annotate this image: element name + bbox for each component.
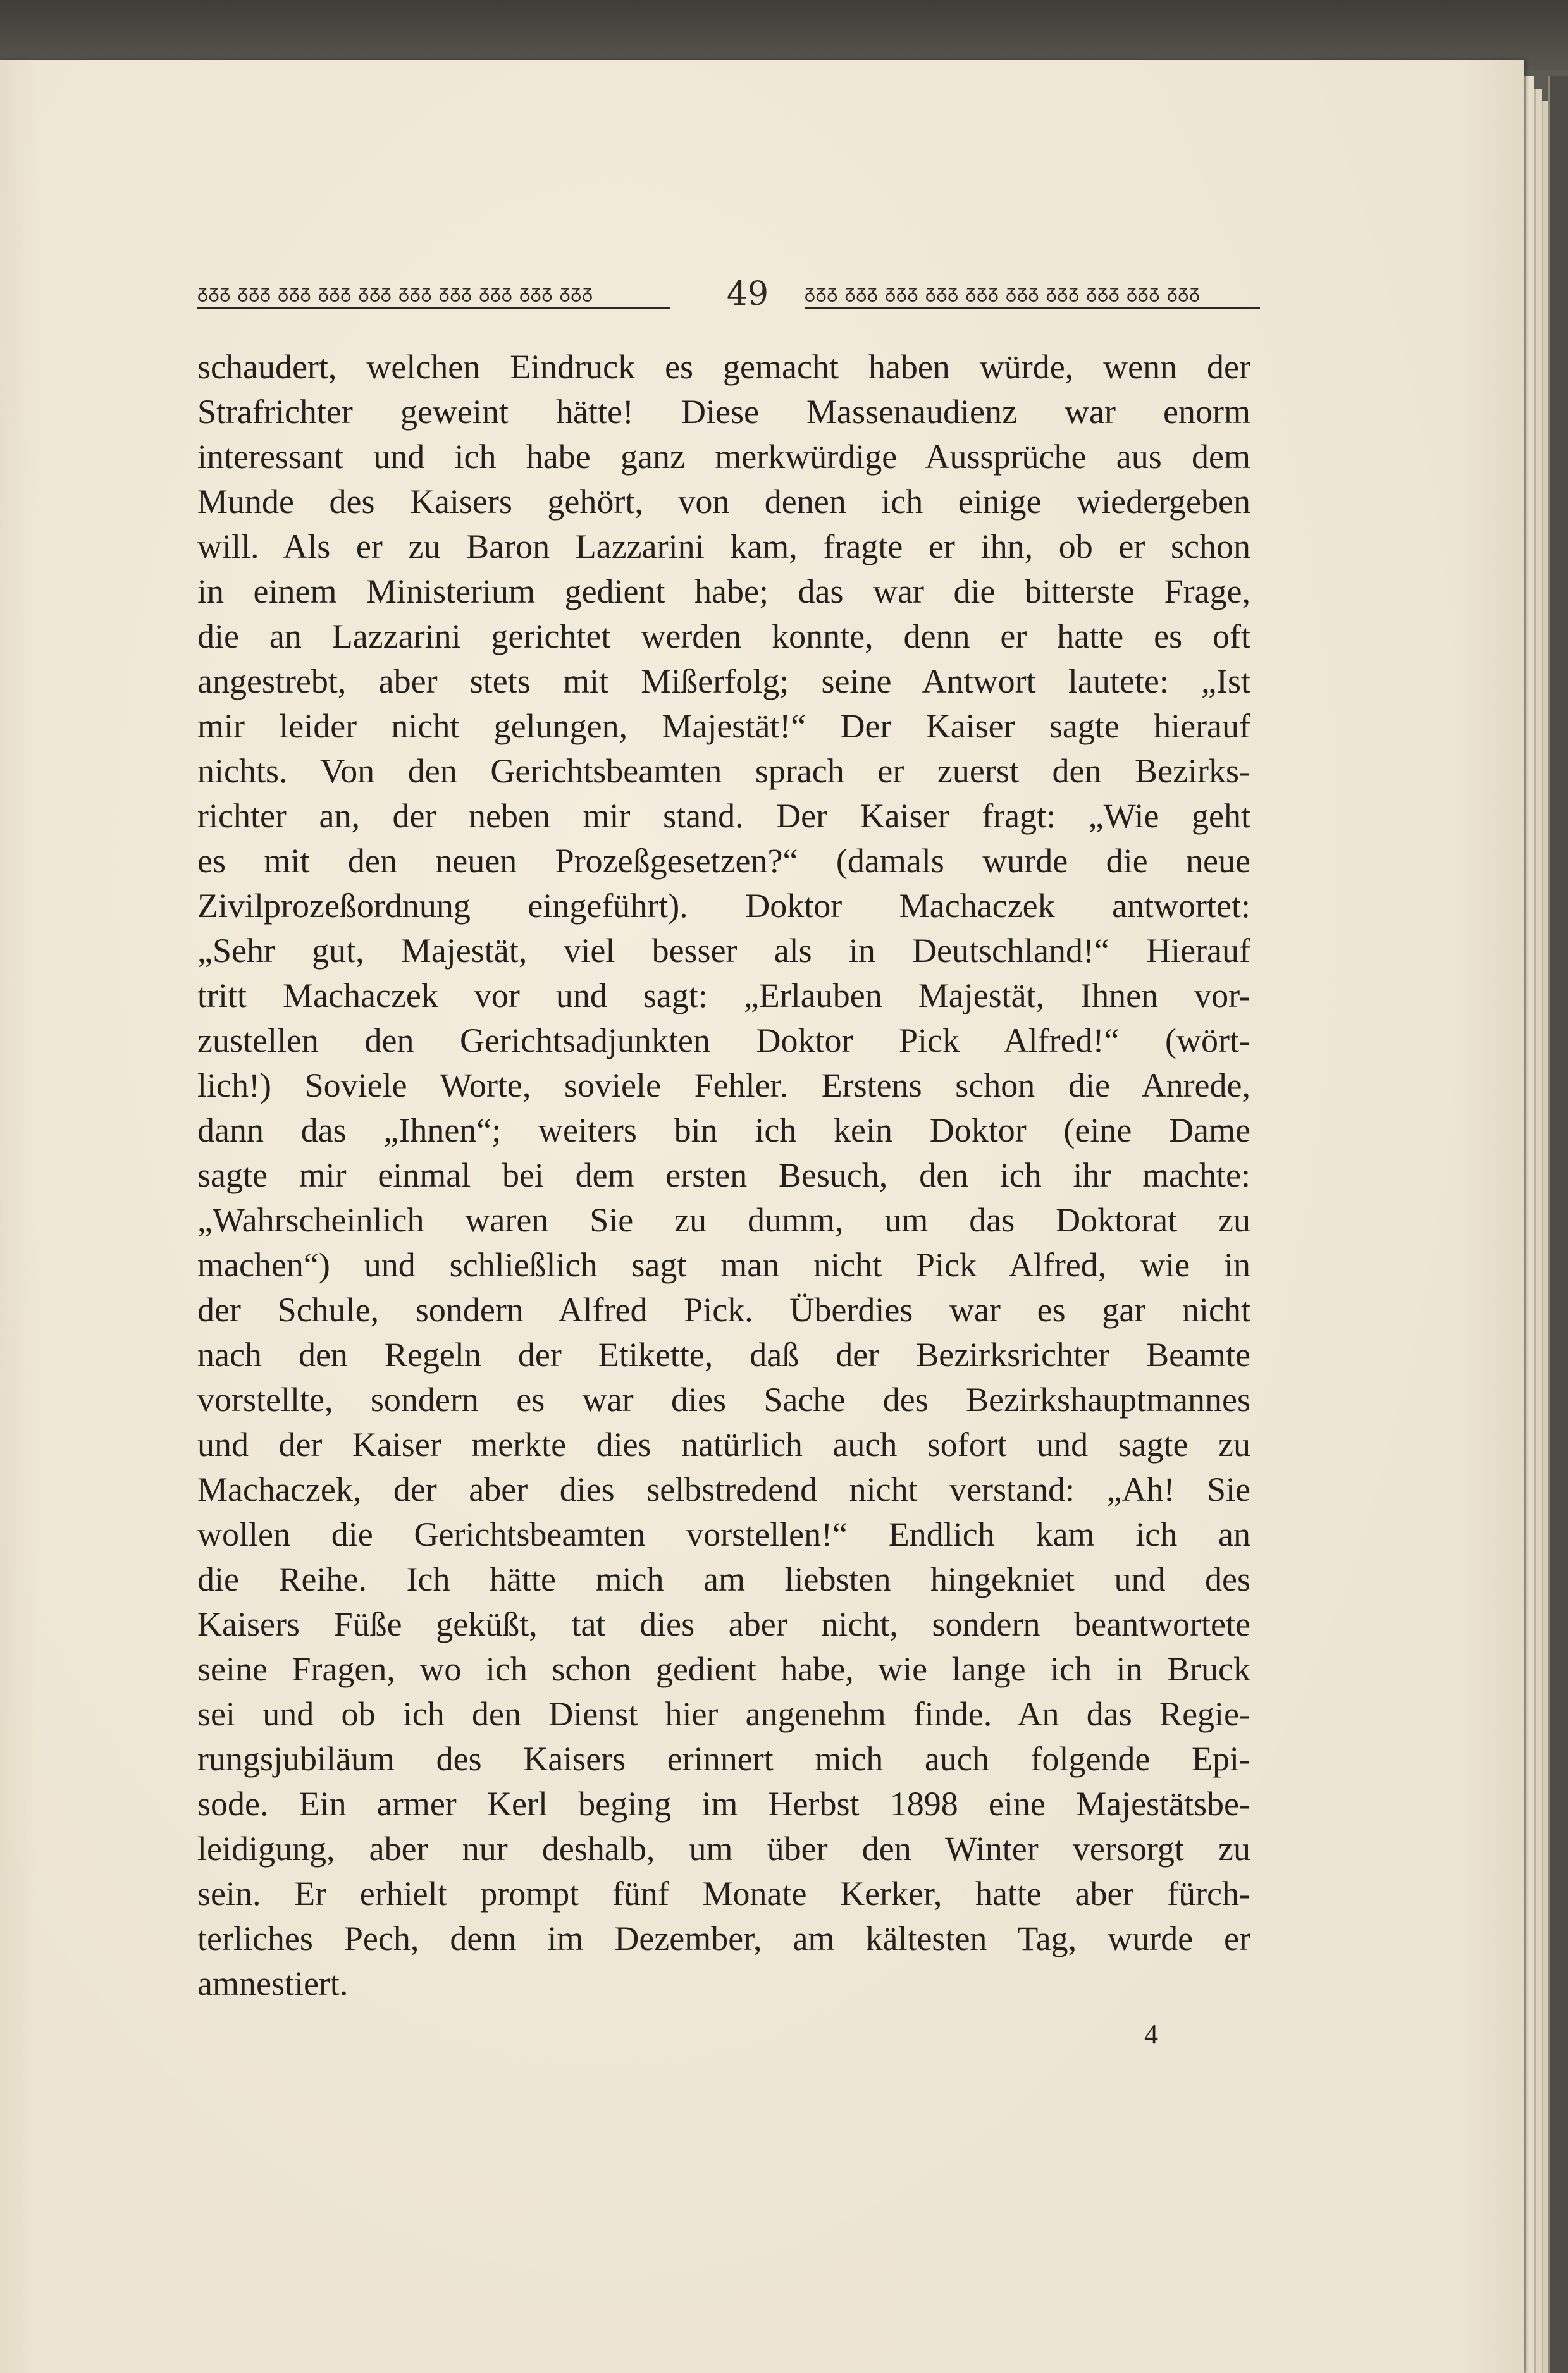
book-spine-edge	[1548, 76, 1568, 2373]
text-line: die an Lazzarini gerichtet werden konnte, denn er hatte es oft	[197, 617, 1250, 655]
text-line: Kaisers Füße geküßt, tat dies aber nicht, sondern beantwortete	[197, 1605, 1250, 1643]
text-line: wollen die Gerichtsbeamten vorstellen!“ Endlich kam ich an	[197, 1515, 1250, 1553]
body-text	[197, 345, 1250, 2006]
running-header	[197, 275, 1260, 313]
page-edge	[1534, 89, 1542, 2373]
text-line: nach den Regeln der Etikette, daß der Bezirksrichter Beamte	[197, 1336, 1250, 1374]
header-ornament-left: ᵹᵹᵹ ᵹᵹᵹ ᵹᵹᵹ ᵹᵹᵹ ᵹᵹᵹ ᵹᵹᵹ ᵹᵹᵹ ᵹᵹᵹ ᵹᵹᵹ ᵹᵹᵹ	[197, 281, 670, 309]
text-line: terliches Pech, denn im Dezember, am kältesten Tag, wurde er	[197, 1920, 1250, 1957]
text-line: amnestiert.	[197, 1964, 349, 2002]
text-line: in einem Ministerium gedient habe; das war die bitterste Frage,	[197, 572, 1250, 610]
text-line: lich!) Soviele Worte, soviele Fehler. Erstens schon die Anrede,	[197, 1066, 1250, 1104]
text-line: angestrebt, aber stets mit Mißerfolg; seine Antwort lautete: „Ist	[197, 662, 1250, 700]
text-line: Machaczek, der aber dies selbstredend nicht verstand: „Ah! Sie	[197, 1470, 1250, 1508]
scan-background	[0, 0, 1568, 70]
signature-mark: 4	[1144, 2019, 1158, 2050]
text-line: mir leider nicht gelungen, Majestät!“ Der Kaiser sagte hierauf	[197, 707, 1250, 745]
text-line: seine Fragen, wo ich schon gedient habe, wie lange ich in Bruck	[197, 1650, 1250, 1688]
text-line: nichts. Von den Gerichtsbeamten sprach er zuerst den Bezirks-	[197, 752, 1250, 790]
page-edge	[1524, 76, 1534, 2373]
text-line: leidigung, aber nur deshalb, um über den Winter versorgt zu	[197, 1830, 1250, 1868]
text-line: interessant und ich habe ganz merkwürdige Aussprüche aus dem	[197, 438, 1250, 476]
header-ornament-right: ᵹᵹᵹ ᵹᵹᵹ ᵹᵹᵹ ᵹᵹᵹ ᵹᵹᵹ ᵹᵹᵹ ᵹᵹᵹ ᵹᵹᵹ ᵹᵹᵹ ᵹᵹᵹ	[805, 281, 1260, 309]
text-line: richter an, der neben mir stand. Der Kaiser fragt: „Wie geht	[197, 797, 1250, 835]
text-line: und der Kaiser merkte dies natürlich auch sofort und sagte zu	[197, 1426, 1250, 1464]
text-line: sein. Er erhielt prompt fünf Monate Kerker, hatte aber fürch-	[197, 1875, 1250, 1913]
text-line: die Reihe. Ich hätte mich am liebsten hingekniet und des	[197, 1560, 1250, 1598]
text-line: zustellen den Gerichtsadjunkten Doktor Pick Alfred!“ (wört-	[197, 1021, 1250, 1059]
text-line: „Wahrscheinlich waren Sie zu dumm, um das Doktorat zu	[197, 1201, 1250, 1239]
text-line: will. Als er zu Baron Lazzarini kam, fragte er ihn, ob er schon	[197, 527, 1250, 565]
text-line: sei und ob ich den Dienst hier angenehm finde. An das Regie-	[197, 1695, 1250, 1733]
text-line: dann das „Ihnen“; weiters bin ich kein Doktor (eine Dame	[197, 1111, 1250, 1149]
text-line: Strafrichter geweint hätte! Diese Massenaudienz war enorm	[197, 393, 1250, 431]
page-edge	[1542, 101, 1548, 2373]
page-number: 49	[726, 275, 769, 313]
text-line: rungsjubiläum des Kaisers erinnert mich auch folgende Epi-	[197, 1740, 1250, 1778]
text-line: es mit den neuen Prozeßgesetzen?“ (damals wurde die neue	[197, 842, 1250, 880]
text-line: sagte mir einmal bei dem ersten Besuch, den ich ihr machte:	[197, 1156, 1250, 1194]
text-line: schaudert, welchen Eindruck es gemacht haben würde, wenn der	[197, 348, 1250, 386]
text-line: der Schule, sondern Alfred Pick. Überdies war es gar nicht	[197, 1291, 1250, 1329]
text-line: „Sehr gut, Majestät, viel besser als in Deutschland!“ Hierauf	[197, 932, 1250, 970]
text-line: Zivilprozeßordnung eingeführt). Doktor Machaczek antwortet:	[197, 887, 1250, 925]
text-line: sode. Ein armer Kerl beging im Herbst 1898 eine Majestätsbe-	[197, 1785, 1250, 1823]
text-line: vorstellte, sondern es war dies Sache des Bezirkshauptmannes	[197, 1381, 1250, 1419]
text-line: Munde des Kaisers gehört, von denen ich einige wiedergeben	[197, 483, 1250, 521]
text-line: tritt Machaczek vor und sagt: „Erlauben Majestät, Ihnen vor-	[197, 977, 1250, 1014]
text-line: machen“) und schließlich sagt man nicht Pick Alfred, wie in	[197, 1246, 1250, 1284]
